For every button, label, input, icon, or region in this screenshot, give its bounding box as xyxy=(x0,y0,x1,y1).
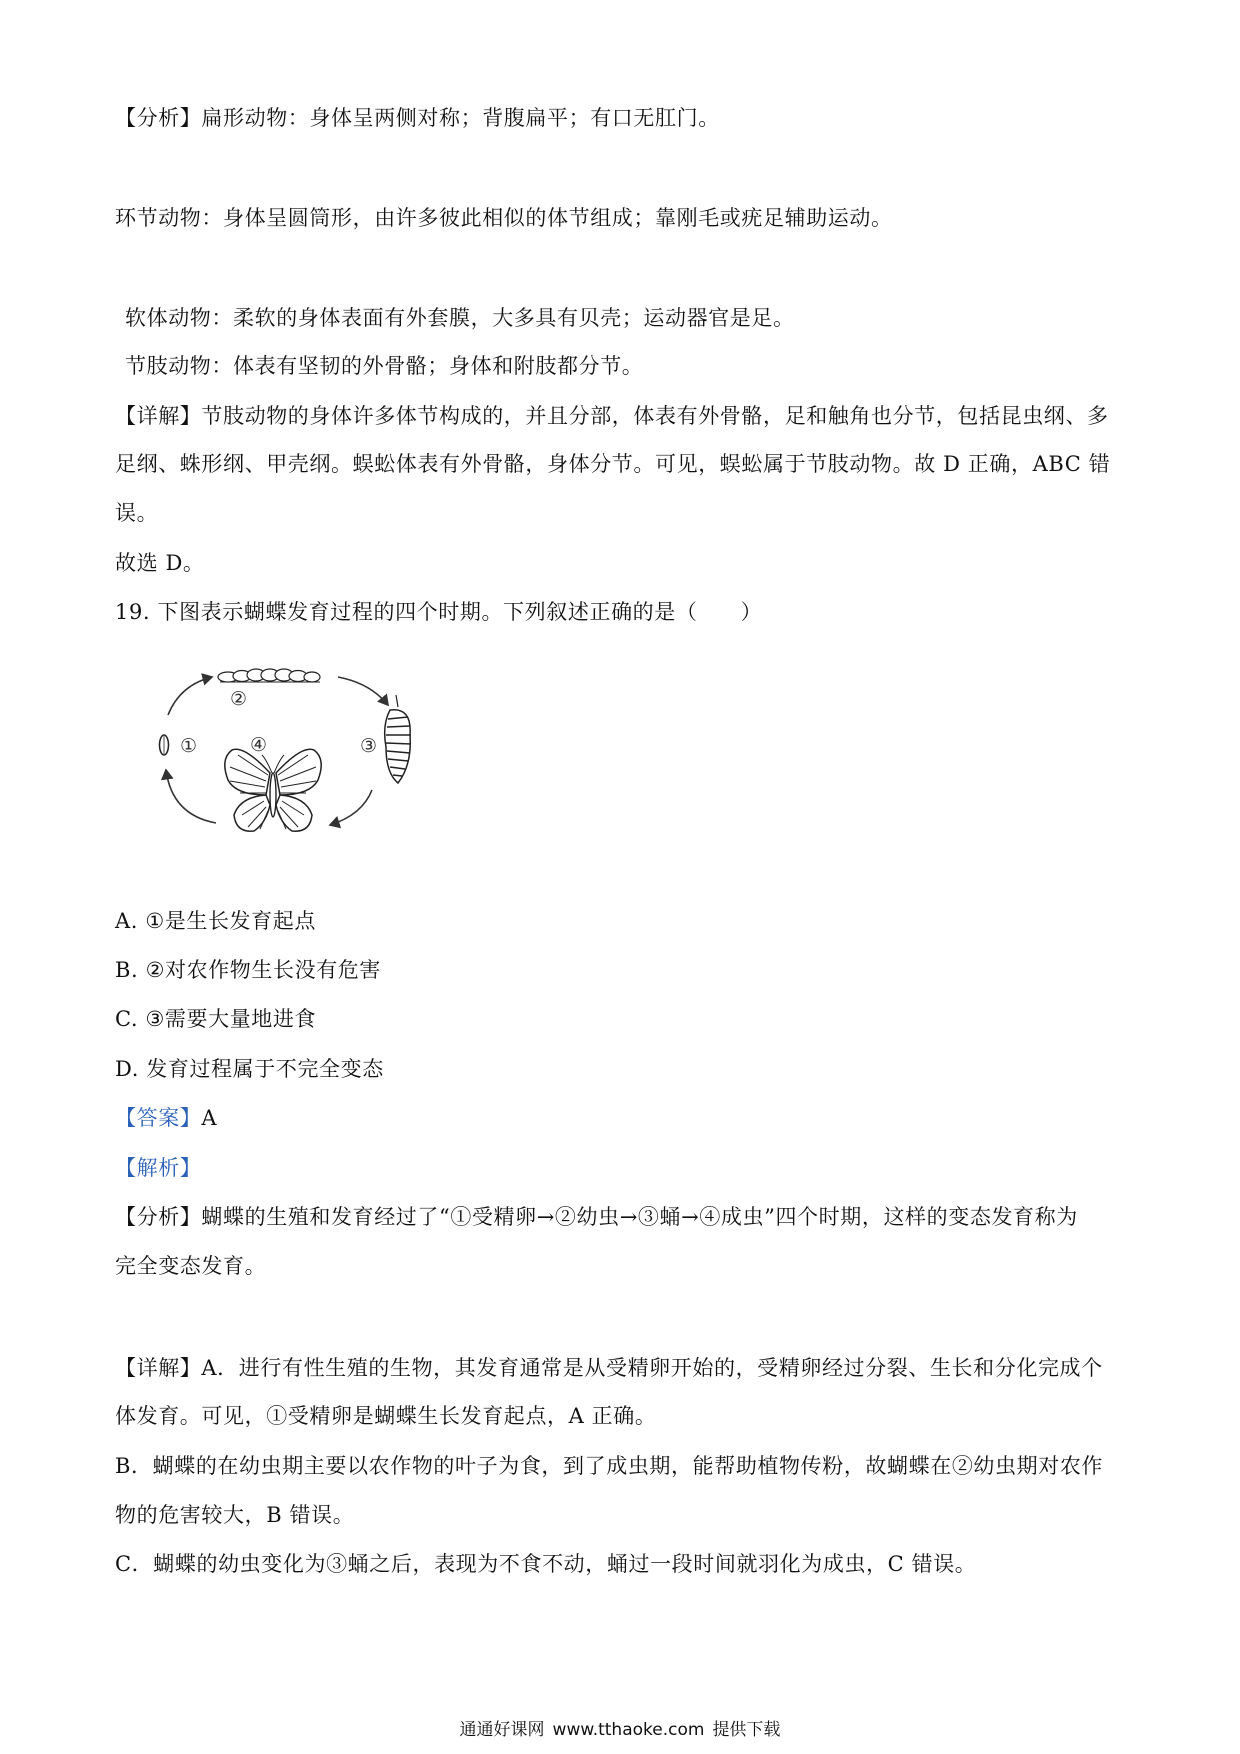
detail-19-b-line-2: 物的危害较大，B 错误。 xyxy=(115,1503,355,1527)
option-a: A. ①是生长发育起点 xyxy=(115,909,316,933)
analysis-arthropod: 节肢动物：体表有坚韧的外骨骼；身体和附肢都分节。 xyxy=(125,354,644,378)
arrow-larva-to-pupa xyxy=(338,677,388,705)
answer-tag: 【答案】 xyxy=(115,1106,202,1130)
detail-18-line-1: 【详解】节肢动物的身体许多体节构成的，并且分部，体表有外骨骼，足和触角也分节，包括昆虫纲、多 xyxy=(115,404,1109,428)
larva-icon xyxy=(218,669,320,682)
conclusion-18: 故选 D。 xyxy=(115,551,205,575)
arrow-pupa-to-adult xyxy=(330,790,372,825)
analysis-annelid: 环节动物：身体呈圆筒形，由许多彼此相似的体节组成；靠刚毛或疣足辅助运动。 xyxy=(115,206,893,230)
option-b: B. ②对农作物生长没有危害 xyxy=(115,958,382,982)
butterfly-life-cycle-diagram xyxy=(150,655,420,850)
detail-19-b-line-1: B．蝴蝶的在幼虫期主要以农作物的叶子为食，到了成虫期，能帮助植物传粉，故蝴蝶在②幼虫期对农作 xyxy=(115,1454,1104,1478)
footer-suffix: 提供下载 xyxy=(712,1720,781,1740)
option-d: D. 发育过程属于不完全变态 xyxy=(115,1057,384,1081)
analysis-19-line-1: 【分析】蝴蝶的生殖和发育经过了“①受精卵→②幼虫→③蛹→④成虫”四个时期，这样的变态发育称为 xyxy=(115,1205,1078,1229)
option-c: C. ③需要大量地进食 xyxy=(115,1007,317,1031)
pupa-icon xyxy=(385,695,411,783)
page-footer xyxy=(0,1718,1240,1742)
detail-19-a-line-1: 【详解】A．进行有性生殖的生物，其发育通常是从受精卵开始的，受精卵经过分裂、生长和分化完成个 xyxy=(115,1356,1103,1380)
adult-butterfly-icon xyxy=(225,749,321,831)
footer-url[interactable]: www.tthaoke.com xyxy=(552,1720,705,1740)
stage-label-2: ② xyxy=(230,688,248,710)
detail-19-c: C．蝴蝶的幼虫变化为③蛹之后，表现为不食不动，蛹过一段时间就羽化为成虫，C 错误。 xyxy=(115,1552,977,1576)
detail-18-line-2: 足纲、蛛形纲、甲壳纲。蜈蚣体表有外骨骼，身体分节。可见，蜈蚣属于节肢动物。故 D 正确，ABC 错 xyxy=(115,452,1111,476)
answer-line xyxy=(115,1103,217,1133)
analysis-mollusk: 软体动物：柔软的身体表面有外套膜，大多具有贝壳；运动器官是足。 xyxy=(125,306,795,330)
footer-site-name: 通通好课网 xyxy=(459,1720,545,1740)
stage-label-1: ① xyxy=(180,735,198,757)
detail-19-a-line-2: 体发育。可见，①受精卵是蝴蝶生长发育起点，A 正确。 xyxy=(115,1404,657,1428)
arrow-egg-to-larva xyxy=(168,677,212,715)
stage-label-3: ③ xyxy=(360,735,378,757)
answer-value: A xyxy=(201,1106,218,1130)
stage-label-4: ④ xyxy=(250,734,268,756)
analysis-flatworm: 【分析】扁形动物：身体呈两侧对称；背腹扁平；有口无肛门。 xyxy=(115,106,720,130)
question-19-stem: 19. 下图表示蝴蝶发育过程的四个时期。下列叙述正确的是（ ） xyxy=(115,600,763,624)
analysis-19-line-2: 完全变态发育。 xyxy=(115,1254,267,1278)
arrow-adult-to-egg xyxy=(166,770,216,823)
detail-18-line-3: 误。 xyxy=(115,501,159,525)
explain-tag: 【解析】 xyxy=(115,1156,202,1180)
